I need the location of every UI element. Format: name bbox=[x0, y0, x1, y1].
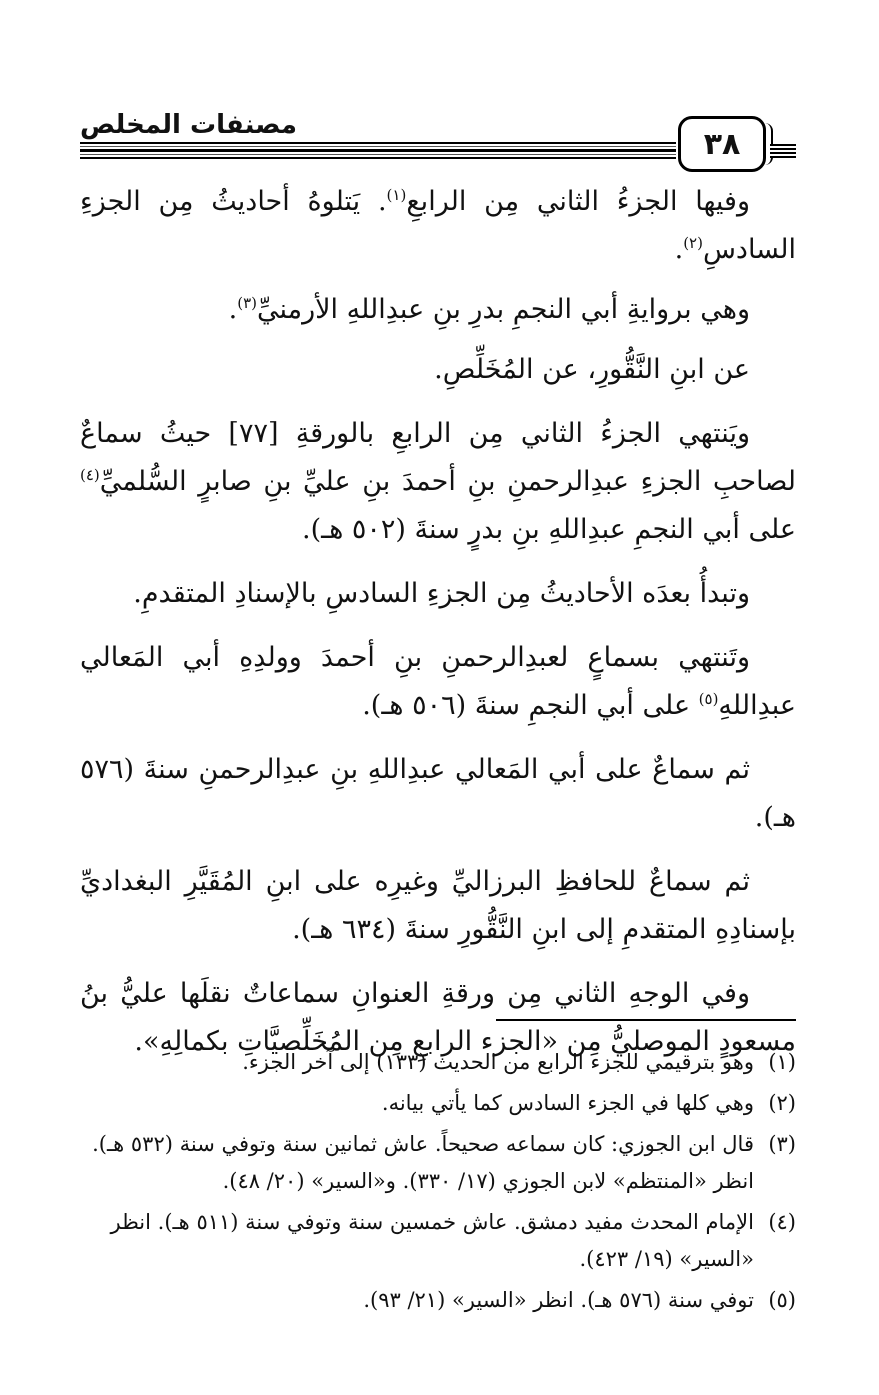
footnote-ref: (٢) bbox=[683, 234, 703, 252]
paragraph: وتبدأُ بعدَه الأحاديثُ مِن الجزءِ السادسِ بالإسنادِ المتقدمِ. bbox=[133, 578, 750, 609]
footnote-number: (٥) bbox=[768, 1288, 796, 1312]
header-rule bbox=[80, 146, 676, 147]
running-title: مصنفات المخلص bbox=[80, 110, 297, 140]
footnote-ref: (٣) bbox=[237, 294, 257, 312]
header-rule bbox=[80, 142, 676, 144]
footnote bbox=[80, 1044, 796, 1081]
footnote-text: وهو بترقيمي للجزء الرابع من الحديث (١٣٣) إلى آخر الجزء. bbox=[242, 1050, 754, 1074]
paragraph: ثم سماعٌ للحافظِ البرزاليِّ وغيرِه على ابنِ المُقَيَّرِ البغداديِّ بإسنادِهِ المتقدمِ إلى ابنِ النَّقُّورِ سنةَ (٦٣٤ هـ). bbox=[80, 866, 796, 945]
footnote-ref: (٥) bbox=[698, 690, 719, 708]
paragraph: ثم سماعٌ على أبي المَعالي عبدِاللهِ بنِ عبدِالرحمنِ سنةَ (٥٧٦ هـ). bbox=[80, 754, 796, 833]
footnote bbox=[80, 1282, 796, 1319]
footnote-number: (٢) bbox=[768, 1091, 796, 1115]
footnote-text: وهي كلها في الجزء السادس كما يأتي بيانه. bbox=[381, 1091, 754, 1115]
footnote bbox=[80, 1126, 796, 1200]
footnote-number: (٣) bbox=[768, 1132, 796, 1156]
paragraph: عن ابنِ النَّقُّورِ، عن المُخَلِّصِ. bbox=[434, 354, 750, 385]
header-rule bbox=[80, 149, 676, 152]
header-rule bbox=[80, 157, 676, 159]
footnote-number: (٤) bbox=[768, 1210, 796, 1234]
header-rule bbox=[80, 154, 676, 155]
footnote-text: قال ابن الجوزي: كان سماعه صحيحاً. عاش ثمانين سنة وتوفي سنة (٥٣٢ هـ). انظر «المنتظم» لابن الجوزي (١٧/ ٣٣٠). و«السير» (٢٠/ ٤٨). bbox=[92, 1132, 754, 1193]
footnote-text: توفي سنة (٥٧٦ هـ). انظر «السير» (٢١/ ٩٣). bbox=[363, 1288, 754, 1312]
main-text bbox=[80, 178, 796, 1082]
footnote bbox=[80, 1085, 796, 1122]
footnote-ref: (١) bbox=[386, 186, 407, 204]
paragraph: ويَنتهي الجزءُ الثاني مِن الرابعِ بالورقةِ [٧٧] حيثُ سماعٌ لصاحبِ الجزءِ عبدِالرحمنِ بنِ أحمدَ بنِ عليِّ بنِ صابرٍ السُّلميِّ$^{(٤)}$ على أبي النجمِ عبدِاللهِ بنِ بدرٍ سنةَ (٥٠٢ هـ). bbox=[80, 418, 796, 545]
paragraph: وهي بروايةِ أبي النجمِ بدرِ بنِ عبدِاللهِ الأرمنيِّ$^{(٣)}$. bbox=[228, 294, 750, 325]
footnote-number: (١) bbox=[768, 1050, 796, 1074]
page-number: ٣٨ bbox=[678, 116, 766, 172]
header-ornament bbox=[770, 144, 796, 158]
footnote-separator bbox=[496, 1019, 796, 1021]
footnote-text: الإمام المحدث مفيد دمشق. عاش خمسين سنة وتوفي سنة (٥١١ هـ). انظر «السير» (١٩/ ٤٢٣). bbox=[110, 1210, 754, 1271]
paragraph: وتَنتهي بسماعٍ لعبدِالرحمنِ بنِ أحمدَ وولدِهِ أبي المَعالي عبدِاللهِ$^{(٥)}$ على أبي النجمِ سنةَ (٥٠٦ هـ). bbox=[80, 642, 796, 721]
paragraph: وفيها الجزءُ الثاني مِن الرابعِ$^{(١)}$. يَتلوهُ أحاديثُ مِن الجزءِ السادسِ$^{(٢)}$. bbox=[80, 186, 796, 265]
footnote bbox=[80, 1204, 796, 1278]
footnotes bbox=[80, 1044, 796, 1323]
footnote-ref: (٤) bbox=[80, 466, 100, 484]
page-header bbox=[80, 108, 796, 168]
paragraph: وفي الوجهِ الثاني مِن ورقةِ العنوانِ سماعاتٌ نقلَها عليُّ بنُ مسعودٍ الموصليُّ مِن «الجزء الرابعِ مِن المُخَلِّصيَّاتِ بكمالِهِ». bbox=[80, 978, 796, 1057]
